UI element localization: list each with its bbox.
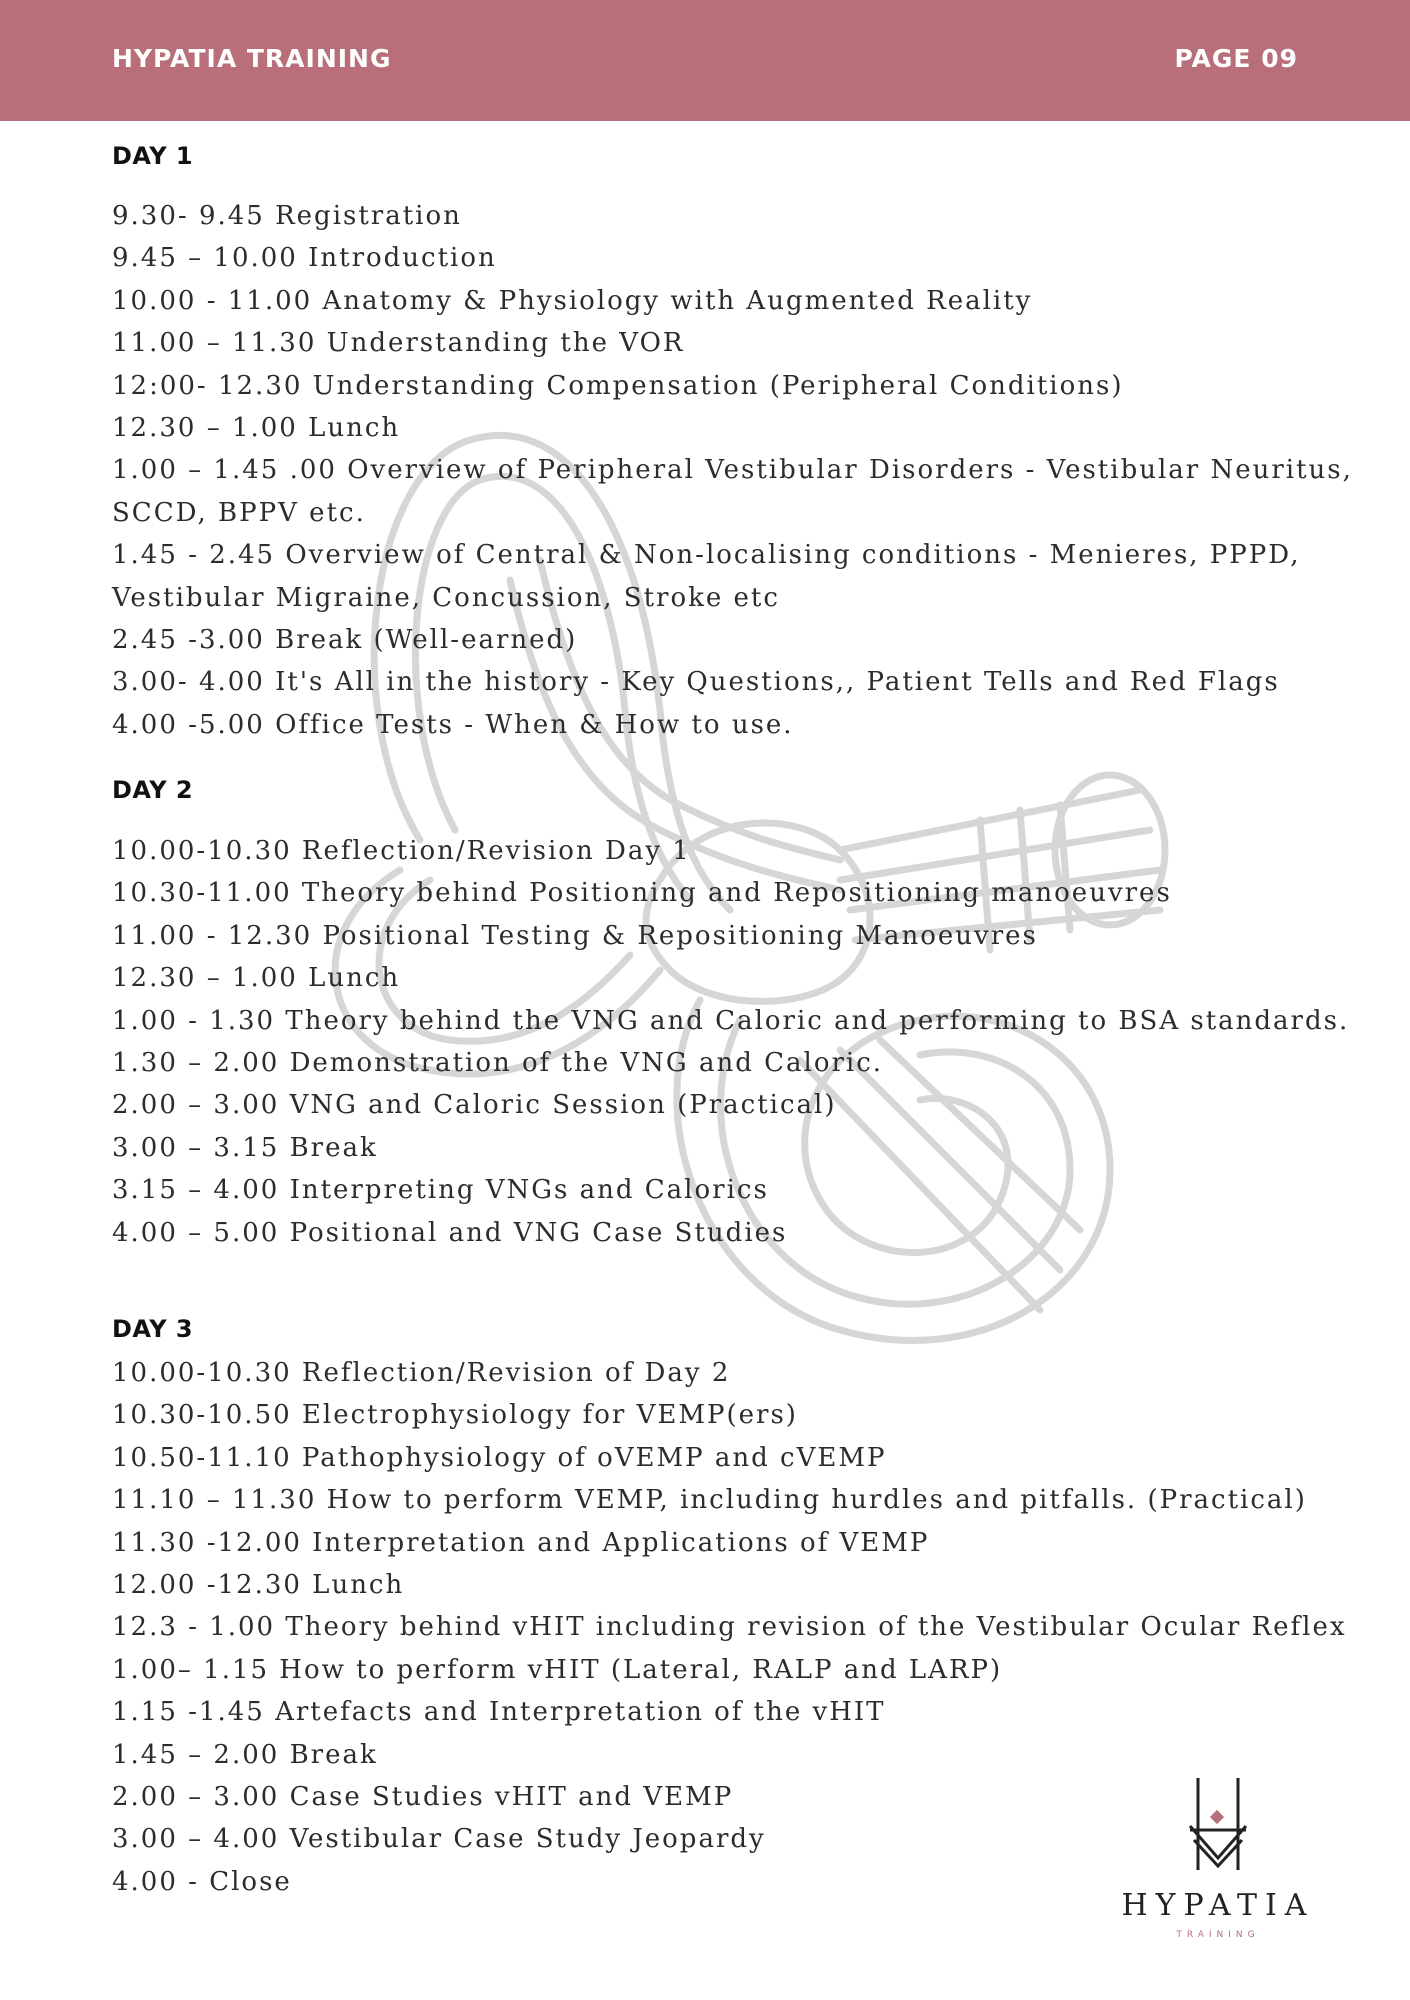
schedule-item: 3.00- 4.00 It's All in the history - Key Questions,, Patient Tells and Red Flags: [112, 667, 1280, 698]
schedule-item: 12:00- 12.30 Understanding Compensation (Peripheral Conditions): [112, 370, 1124, 401]
page-header: [0, 0, 1410, 121]
page-number: PAGE 09: [1174, 44, 1298, 73]
hypatia-monogram-icon: [1118, 1770, 1318, 1880]
schedule-item: 2.00 – 3.00 Case Studies vHIT and VEMP: [112, 1782, 734, 1813]
day2-schedule: [112, 830, 1372, 1254]
schedule-item: 1.00– 1.15 How to perform vHIT (Lateral, RALP and LARP): [112, 1654, 1003, 1685]
day1-schedule: [112, 195, 1372, 746]
schedule-item: 1.00 – 1.45 .00 Overview of Peripheral Vestibular Disorders - Vestibular Neuritus,: [112, 455, 1353, 486]
schedule-item: 3.00 – 4.00 Vestibular Case Study Jeopardy: [112, 1824, 766, 1855]
hypatia-logo: [1118, 1770, 1318, 1950]
header-brand: HYPATIA TRAINING: [112, 44, 392, 73]
schedule-item: 3.15 – 4.00 Interpreting VNGs and Calorics: [112, 1175, 769, 1206]
schedule-item: 10.00-10.30 Reflection/Revision of Day 2: [112, 1358, 731, 1388]
schedule-item: 1.45 - 2.45 Overview of Central & Non-localising conditions - Menieres, PPPD,: [112, 540, 1301, 571]
schedule-item: 10.00-10.30 Reflection/Revision Day 1: [112, 836, 691, 866]
schedule-item: Vestibular Migraine, Concussion, Stroke etc: [112, 582, 780, 613]
day1-heading: DAY 1: [112, 142, 194, 170]
schedule-item: 10.00 - 11.00 Anatomy & Physiology with Augmented Reality: [112, 285, 1033, 316]
schedule-item: 10.50-11.10 Pathophysiology of oVEMP and cVEMP: [112, 1442, 887, 1473]
logo-subtitle: TRAINING: [1176, 1930, 1260, 1940]
schedule-item: 9.45 – 10.00 Introduction: [112, 243, 497, 274]
schedule-item: 11.10 – 11.30 How to perform VEMP, including hurdles and pitfalls. (Practical): [112, 1485, 1307, 1516]
schedule-item: 12.3 - 1.00 Theory behind vHIT including revision of the Vestibular Ocular Reflex: [112, 1612, 1347, 1643]
logo-wordmark: HYPATIA: [1121, 1888, 1315, 1923]
schedule-item: 1.00 - 1.30 Theory behind the VNG and Caloric and performing to BSA standards.: [112, 1005, 1350, 1036]
day3-heading: DAY 3: [112, 1315, 194, 1343]
day2-heading: DAY 2: [112, 776, 194, 804]
schedule-item: 12.00 -12.30 Lunch: [112, 1570, 405, 1601]
schedule-item: 4.00 - Close: [112, 1866, 292, 1897]
schedule-item: 2.45 -3.00 Break (Well-earned): [112, 625, 578, 656]
schedule-item: 4.00 – 5.00 Positional and VNG Case Studies: [112, 1217, 788, 1248]
schedule-item: 11.30 -12.00 Interpretation and Applications of VEMP: [112, 1527, 930, 1558]
schedule-item: 12.30 – 1.00 Lunch: [112, 963, 401, 994]
schedule-item: 9.30- 9.45 Registration: [112, 201, 462, 231]
schedule-item: 1.30 – 2.00 Demonstration of the VNG and Caloric.: [112, 1048, 884, 1079]
schedule-item: 12.30 – 1.00 Lunch: [112, 413, 401, 444]
schedule-item: 1.15 -1.45 Artefacts and Interpretation of the vHIT: [112, 1697, 886, 1728]
schedule-item: 10.30-11.00 Theory behind Positioning and Repositioning manoeuvres: [112, 878, 1172, 909]
schedule-item: SCCD, BPPV etc.: [112, 497, 366, 528]
schedule-item: 11.00 – 11.30 Understanding the VOR: [112, 328, 685, 359]
schedule-item: 11.00 - 12.30 Positional Testing & Repositioning Manoeuvres: [112, 920, 1038, 951]
schedule-item: 2.00 – 3.00 VNG and Caloric Session (Practical): [112, 1090, 837, 1121]
schedule-item: 10.30-10.50 Electrophysiology for VEMP(ers): [112, 1400, 798, 1431]
schedule-item: 4.00 -5.00 Office Tests - When & How to use.: [112, 709, 794, 740]
schedule-item: 1.45 – 2.00 Break: [112, 1739, 378, 1770]
schedule-item: 3.00 – 3.15 Break: [112, 1132, 378, 1163]
